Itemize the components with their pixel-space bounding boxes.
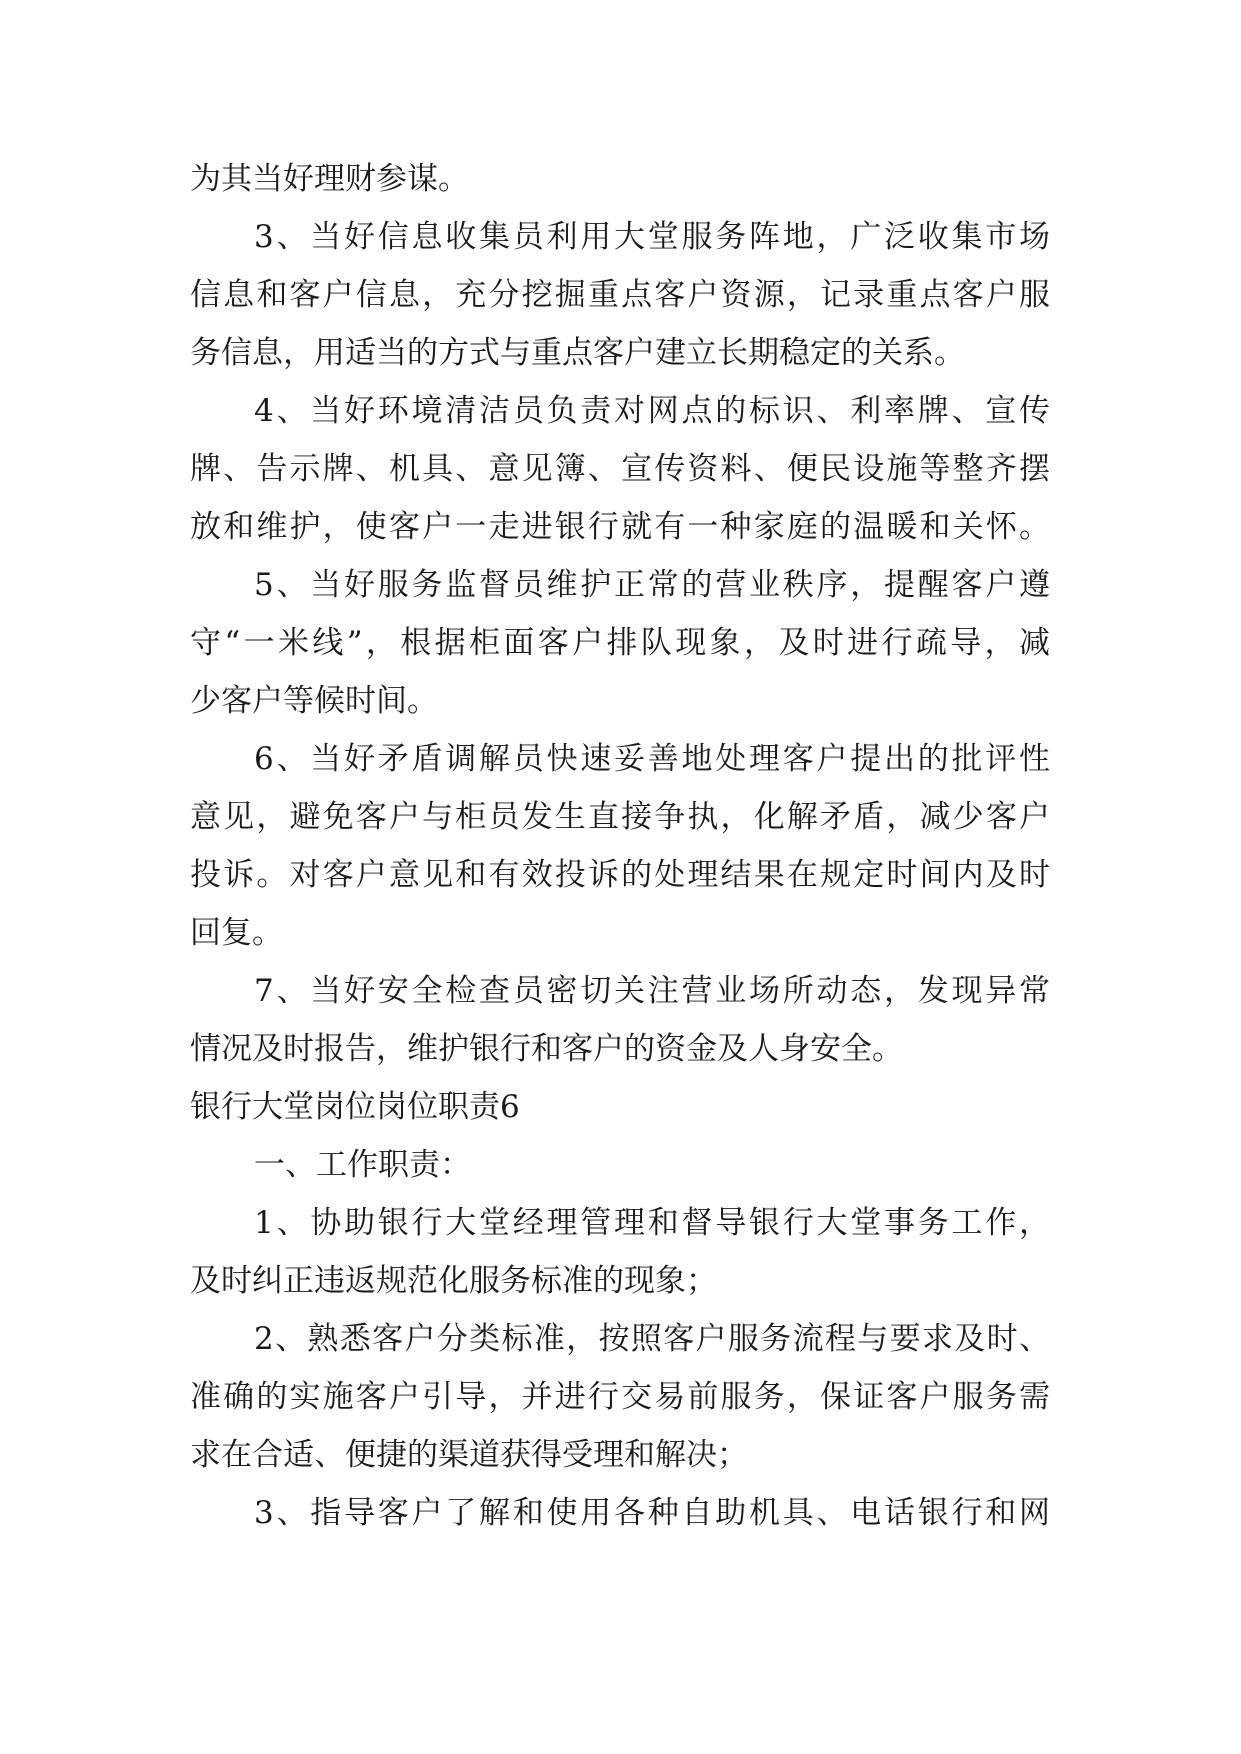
text-line-13: 投诉。对客户意见和有效投诉的处理结果在规定时间内及时 xyxy=(190,857,1050,893)
text-line-20: 及时纠正违返规范化服务标准的现象； xyxy=(190,1263,717,1299)
text-line-21: 2、熟悉客户分类标准，按照客户服务流程与要求及时、 xyxy=(254,1321,1050,1357)
text-line-22: 准确的实施客户引导，并进行交易前服务，保证客户服务需 xyxy=(190,1379,1050,1415)
text-line-10: 少客户等候时间。 xyxy=(190,683,438,719)
document-page xyxy=(190,150,1050,1542)
text-line-4: 务信息，用适当的方式与重点客户建立长期稳定的关系。 xyxy=(190,335,965,371)
text-line-2: 3、当好信息收集员利用大堂服务阵地，广泛收集市场 xyxy=(254,219,1050,255)
text-line-12: 意见，避免客户与柜员发生直接争执，化解矛盾，减少客户 xyxy=(190,799,1050,835)
text-line-15: 7、当好安全检查员密切关注营业场所动态，发现异常 xyxy=(254,973,1050,1009)
text-line-11: 6、当好矛盾调解员快速妥善地处理客户提出的批评性 xyxy=(254,741,1050,777)
text-line-9: 守“一米线”，根据柜面客户排队现象，及时进行疏导，减 xyxy=(190,625,1050,661)
text-line-6: 牌、告示牌、机具、意见簿、宣传资料、便民设施等整齐摆 xyxy=(190,451,1050,487)
text-line-16: 情况及时报告，维护银行和客户的资金及人身安全。 xyxy=(190,1031,903,1067)
text-line-3: 信息和客户信息，充分挖掘重点客户资源，记录重点客户服 xyxy=(190,277,1050,313)
text-line-8: 5、当好服务监督员维护正常的营业秩序，提醒客户遵 xyxy=(254,567,1050,603)
text-line-18: 一、工作职责： xyxy=(254,1147,471,1183)
text-line-23: 求在合适、便捷的渠道获得受理和解决； xyxy=(190,1437,748,1473)
text-line-19: 1、协助银行大堂经理管理和督导银行大堂事务工作， xyxy=(254,1205,1050,1241)
text-line-7: 放和维护，使客户一走进银行就有一种家庭的温暖和关怀。 xyxy=(190,509,1050,545)
section-heading: 银行大堂岗位岗位职责6 xyxy=(190,1089,520,1125)
text-line-1: 为其当好理财参谋。 xyxy=(190,161,469,197)
text-line-24: 3、指导客户了解和使用各种自助机具、电话银行和网 xyxy=(254,1495,1050,1531)
text-line-5: 4、当好环境清洁员负责对网点的标识、利率牌、宣传 xyxy=(254,393,1050,429)
text-line-14: 回复。 xyxy=(190,915,283,951)
